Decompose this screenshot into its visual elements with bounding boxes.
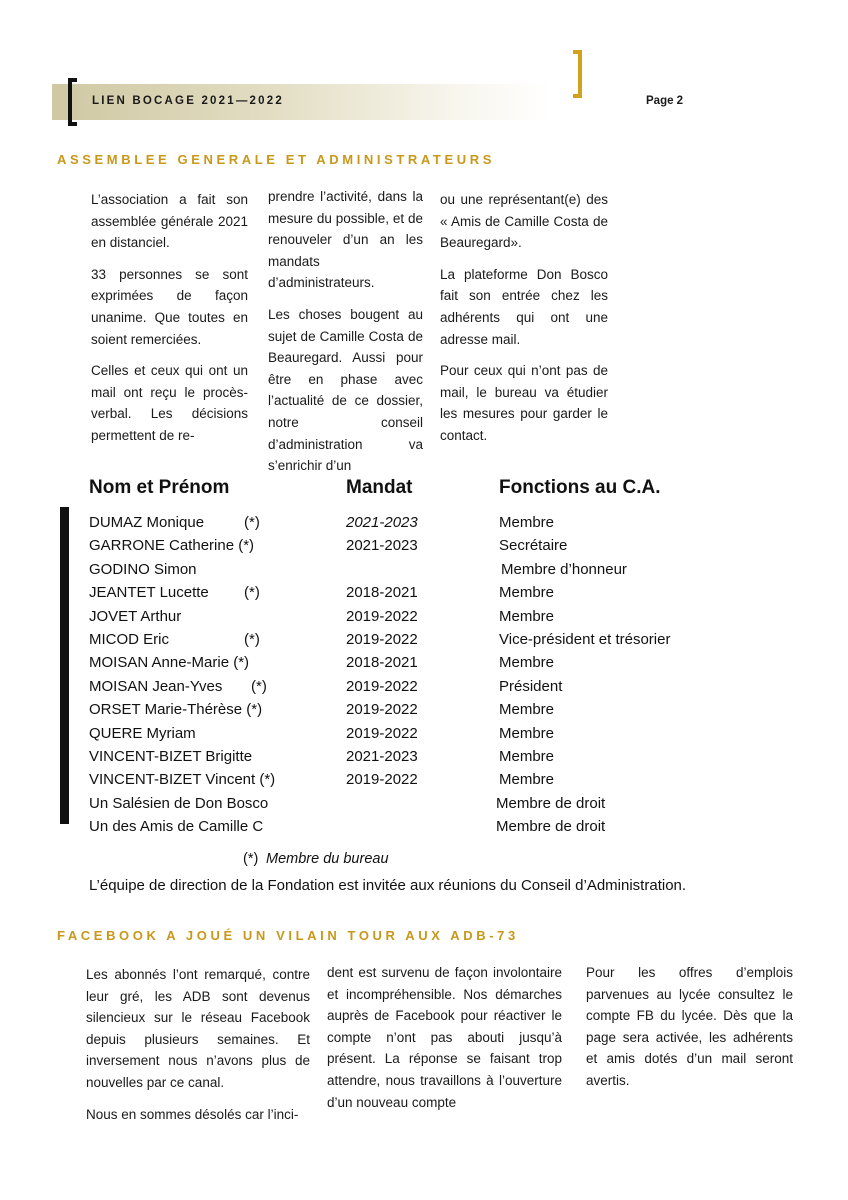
member-mandat: 2019-2022 xyxy=(346,677,418,695)
member-name: VINCENT-BIZET Brigitte xyxy=(89,748,253,765)
footnote-mark: (*) xyxy=(243,851,259,867)
table-row xyxy=(0,771,848,794)
member-mandat: 2018-2021 xyxy=(346,654,418,672)
member-fonction: Membre xyxy=(499,771,555,789)
table-row xyxy=(0,795,848,818)
member-mandat: 2018-2021 xyxy=(346,584,418,602)
paragraph: Nous en sommes désolés car l’inci- xyxy=(86,1106,299,1122)
page-number: Page 2 xyxy=(646,95,684,107)
member-mandat: 2021-2023 xyxy=(346,748,418,765)
table-row xyxy=(0,748,848,771)
right-bracket-decoration xyxy=(573,50,582,98)
table-row xyxy=(0,818,848,841)
member-name: DUMAZ Monique xyxy=(89,514,205,531)
member-name: ORSET Marie-Thérèse (*) xyxy=(89,701,263,719)
member-fonction: Président xyxy=(499,677,563,695)
table-row xyxy=(0,701,848,724)
fondation-invite-note: L’équipe de direction de la Fondation est invitée aux réunions du Conseil d’Administration. xyxy=(89,877,687,894)
paragraph: ou une représentant(e) des « Amis de Camille Costa de Beauregard». xyxy=(440,192,608,251)
article-column-2 xyxy=(327,962,562,1123)
paragraph: La plateforme Don Bosco fait son entrée chez les adhérents qui ont une adresse mail. xyxy=(440,266,608,347)
member-fonction: Membre xyxy=(499,724,555,742)
member-fonction: Membre xyxy=(499,748,555,765)
member-mandat: 2019-2022 xyxy=(346,701,418,719)
table-row xyxy=(0,608,848,631)
paragraph: L’association a fait son assemblée générale 2021 en distanciel. xyxy=(91,192,248,251)
paragraph: Les choses bougent au sujet de Camille Costa de Beauregard. Aussi pour être en phase avec l’actualité de ce dossier, notre conseil d’administration va s’enrichir d’un xyxy=(268,306,423,474)
member-name: JEANTET Lucette xyxy=(89,584,209,602)
member-name: MOISAN Anne-Marie (*) xyxy=(89,654,250,672)
member-fonction: Membre xyxy=(499,607,555,625)
member-mandat: 2021-2023 xyxy=(346,514,418,531)
article-column-2 xyxy=(268,186,423,487)
paragraph: Les abonnés l’ont remarqué, contre leur gré, les ADB sont devenus silencieux sur le réseau Facebook depuis plusieurs semaines. Et inversement nous n’avons plus de nouvelles par ce canal. xyxy=(86,967,310,1090)
member-fonction: Membre d’honneur xyxy=(501,560,627,578)
paragraph: Pour les offres d’emplois parvenues au lycée consultez le compte FB du lycée. Dès que la page sera activée, les adhérents et amis dotés d’un mail seront avertis. xyxy=(586,965,793,1088)
member-name: QUERE Myriam xyxy=(89,724,196,742)
article-column-1 xyxy=(91,189,248,457)
member-name: VINCENT-BIZET Vincent (*) xyxy=(89,771,276,789)
article-column-1 xyxy=(86,964,310,1135)
table-row xyxy=(0,584,848,607)
member-name: Un Salésien de Don Bosco xyxy=(89,794,269,812)
table-row xyxy=(0,561,848,584)
table-row xyxy=(0,725,848,748)
footnote-text: Membre du bureau xyxy=(266,851,389,867)
table-row xyxy=(0,537,848,560)
section-heading-assemblee: ASSEMBLEE GENERALE ET ADMINISTRATEURS xyxy=(57,152,495,167)
member-name: Un des Amis de Camille C xyxy=(89,818,264,836)
table-row xyxy=(0,514,848,537)
table-row xyxy=(0,678,848,701)
member-name: GODINO Simon xyxy=(89,560,197,578)
paragraph: prendre l’activité, dans la mesure du possible, et de renouveler d’un an les mandats d’administrateurs. xyxy=(268,189,423,291)
member-fonction: Vice-président et trésorier xyxy=(499,631,671,648)
member-mandat: 2019-2022 xyxy=(346,631,418,648)
paragraph: 33 personnes se sont exprimées de façon unanime. Que toutes en soient remerciées. xyxy=(91,266,248,347)
paragraph: Celles et ceux qui ont un mail ont reçu le procès-verbal. Les décisions permettent de re- xyxy=(91,363,248,443)
bureau-mark: (*) xyxy=(251,677,267,695)
article-column-3 xyxy=(440,189,608,457)
member-mandat: 2019-2022 xyxy=(346,607,418,625)
member-name: MICOD Eric xyxy=(89,631,169,648)
member-mandat: 2021-2023 xyxy=(346,537,418,555)
newsletter-title: LIEN BOCAGE 2021—2022 xyxy=(92,95,284,107)
paragraph: Pour ceux qui n’ont pas de mail, le bureau va étudier les mesures pour garder le contact. xyxy=(440,363,608,443)
table-header-fonctions: Fonctions au C.A. xyxy=(499,477,661,498)
bureau-mark: (*) xyxy=(244,514,260,531)
member-name: JOVET Arthur xyxy=(89,607,182,625)
table-row xyxy=(0,631,848,654)
member-fonction: Membre xyxy=(499,514,555,531)
member-mandat: 2019-2022 xyxy=(346,771,418,789)
member-fonction: Membre de droit xyxy=(496,818,606,836)
article-column-3 xyxy=(586,962,793,1102)
member-name: GARRONE Catherine (*) xyxy=(89,537,255,555)
member-mandat: 2019-2022 xyxy=(346,724,418,742)
member-name: MOISAN Jean-Yves xyxy=(89,677,223,695)
member-fonction: Membre de droit xyxy=(496,794,606,812)
member-fonction: Secrétaire xyxy=(499,537,568,555)
member-fonction: Membre xyxy=(499,584,555,602)
left-bracket-decoration xyxy=(68,78,77,126)
bureau-mark: (*) xyxy=(244,584,260,602)
paragraph: dent est survenu de façon involontaire et incompréhensible. Nos démarches auprès de Facebook pour réactiver le compte n’ont pas abouti jusqu’à présent. La réponse se faisant trop attendre, nous travaillons à l’ouverture d’un nouveau compte xyxy=(327,965,562,1110)
member-fonction: Membre xyxy=(499,701,555,719)
section-heading-facebook: FACEBOOK A JOUÉ UN VILAIN TOUR AUX ADB-73 xyxy=(57,928,519,943)
table-header-mandat: Mandat xyxy=(346,477,413,498)
bureau-mark: (*) xyxy=(244,631,260,648)
table-header-name: Nom et Prénom xyxy=(89,477,230,498)
table-row xyxy=(0,654,848,677)
member-fonction: Membre xyxy=(499,654,555,672)
